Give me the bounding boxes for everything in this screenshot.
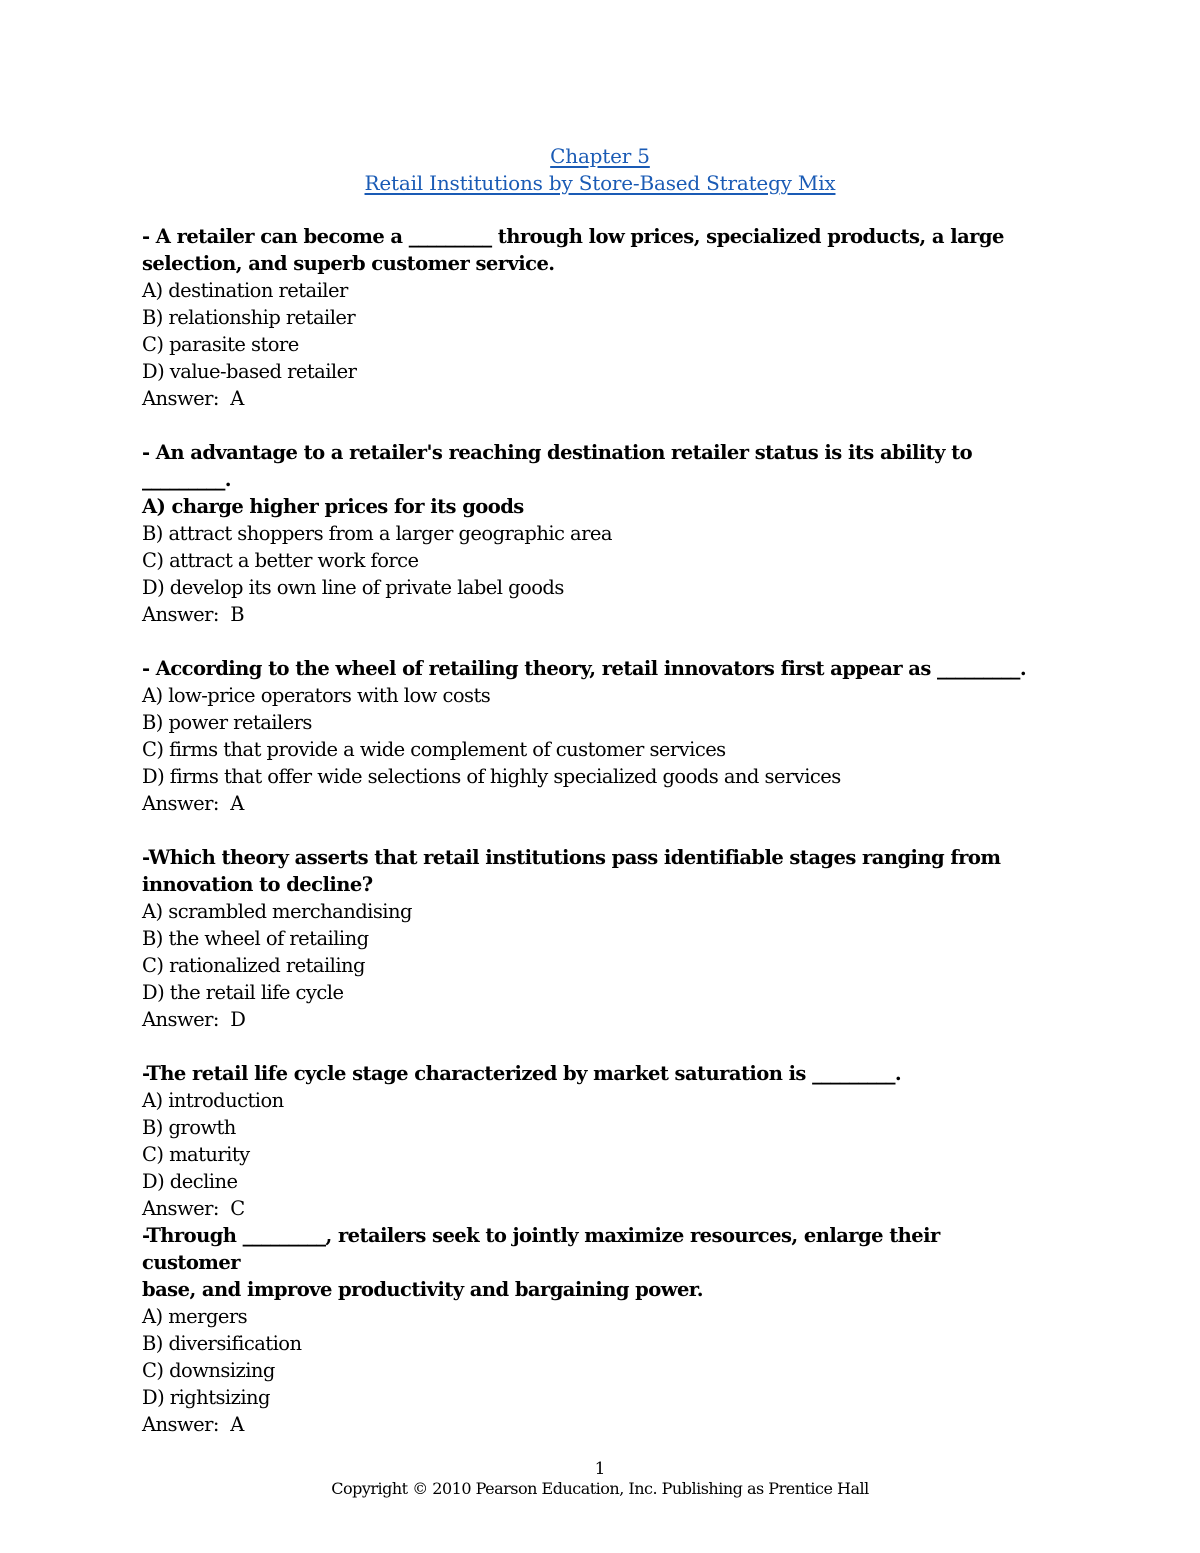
answer-option: C) parasite store xyxy=(142,333,299,356)
question-block xyxy=(142,439,1042,628)
answer-option: B) attract shoppers from a larger geographic area xyxy=(142,522,612,545)
answer-option: B) growth xyxy=(142,1116,236,1139)
answer-option: A) introduction xyxy=(142,1089,284,1112)
answer-key: Answer: B xyxy=(142,603,244,626)
answer-option: D) decline xyxy=(142,1170,238,1193)
answer-option: B) diversification xyxy=(142,1332,302,1355)
answer-key: Answer: A xyxy=(142,792,244,815)
answer-option: A) mergers xyxy=(142,1305,248,1328)
answer-option: B) power retailers xyxy=(142,711,312,734)
question-stem-line: - A retailer can become a _________ through low prices, specialized products, a large xyxy=(142,225,1004,248)
page-number: 1 xyxy=(594,1459,606,1479)
copyright-notice: Copyright © 2010 Pearson Education, Inc. Publishing as Prentice Hall xyxy=(331,1479,869,1498)
chapter-heading: Chapter 5 xyxy=(550,144,650,168)
question-block xyxy=(142,655,1042,817)
answer-key: Answer: C xyxy=(142,1197,245,1220)
spacer xyxy=(142,817,1042,844)
spacer xyxy=(142,628,1042,655)
answer-option: C) maturity xyxy=(142,1143,250,1166)
question-list xyxy=(142,223,1042,1438)
question-stem-line: -Which theory asserts that retail institutions pass identifiable stages ranging from xyxy=(142,846,1001,869)
answer-option: A) scrambled merchandising xyxy=(142,900,412,923)
answer-key: Answer: A xyxy=(142,387,244,410)
answer-option: D) the retail life cycle xyxy=(142,981,344,1004)
question-stem-line: base, and improve productivity and bargaining power. xyxy=(142,1278,703,1301)
answer-option: C) attract a better work force xyxy=(142,549,419,572)
answer-option: C) firms that provide a wide complement of customer services xyxy=(142,738,726,761)
spacer xyxy=(142,412,1042,439)
question-stem-line: selection, and superb customer service. xyxy=(142,252,555,275)
spacer xyxy=(142,1033,1042,1060)
answer-option: D) value-based retailer xyxy=(142,360,357,383)
answer-option: D) develop its own line of private label goods xyxy=(142,576,564,599)
answer-key: Answer: A xyxy=(142,1413,244,1436)
answer-option: A) destination retailer xyxy=(142,279,348,302)
document-header xyxy=(0,143,1200,197)
question-block xyxy=(142,844,1042,1033)
answer-option: A) low-price operators with low costs xyxy=(142,684,491,707)
question-stem-line: -The retail life cycle stage characterized by market saturation is _________. xyxy=(142,1062,902,1085)
answer-option: B) relationship retailer xyxy=(142,306,356,329)
answer-option: A) charge higher prices for its goods xyxy=(142,495,524,518)
answer-option: B) the wheel of retailing xyxy=(142,927,369,950)
question-stem-line: - According to the wheel of retailing theory, retail innovators first appear as _________. xyxy=(142,657,1027,680)
answer-option: D) firms that offer wide selections of highly specialized goods and services xyxy=(142,765,841,788)
question-block xyxy=(142,1060,1042,1222)
question-block xyxy=(142,223,1042,412)
answer-option: C) rationalized retailing xyxy=(142,954,365,977)
question-stem-line: innovation to decline? xyxy=(142,873,373,896)
answer-key: Answer: D xyxy=(142,1008,246,1031)
question-stem-line: -Through _________, retailers seek to jointly maximize resources, enlarge their customer xyxy=(142,1224,946,1274)
answer-option: C) downsizing xyxy=(142,1359,275,1382)
question-stem-line: - An advantage to a retailer's reaching destination retailer status is its ability to _________. xyxy=(142,441,979,491)
chapter-title: Retail Institutions by Store-Based Strategy Mix xyxy=(364,171,836,195)
answer-option: D) rightsizing xyxy=(142,1386,270,1409)
question-block xyxy=(142,1222,1042,1438)
